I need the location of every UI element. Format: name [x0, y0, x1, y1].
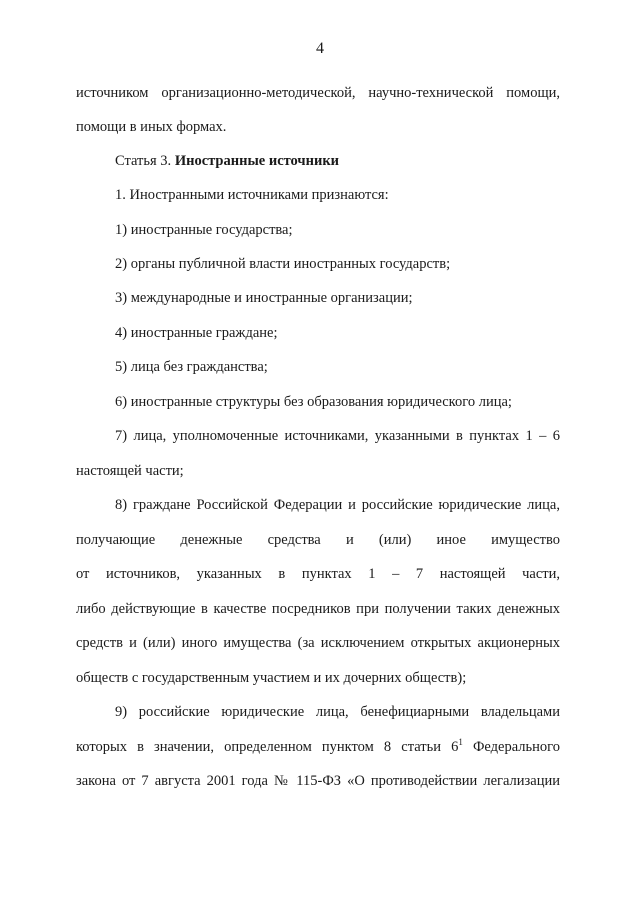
- article-heading: [115, 151, 560, 171]
- paragraph: 1. Иностранными источниками признаются:: [115, 187, 389, 203]
- text-line: [76, 737, 560, 757]
- text-fragment: которых в значении, определенном пунктом 8 статьи 6: [76, 739, 459, 755]
- article-number: Статья 3.: [115, 153, 175, 169]
- text-fragment: Федерального: [462, 739, 561, 755]
- list-item: 3) международные и иностранные организации;: [115, 290, 413, 306]
- text-line: настоящей части;: [76, 463, 184, 479]
- superscript: 1: [458, 737, 463, 747]
- text-line: обществ с государственным участием и их дочерних обществ);: [76, 670, 467, 686]
- text-line: закона от 7 августа 2001 года № 115-ФЗ «О противодействии легализации: [76, 773, 560, 789]
- list-item: 6) иностранные структуры без образования юридического лица;: [115, 394, 512, 410]
- list-item: 7) лица, уполномоченные источниками, указанными в пунктах 1 – 6: [115, 428, 560, 444]
- list-item: 9) российские юридические лица, бенефициарными владельцами: [115, 704, 560, 720]
- text-line: помощи в иных формах.: [76, 119, 227, 135]
- text-line: источником организационно-методической, научно-технической помощи,: [76, 85, 560, 101]
- list-item: 1) иностранные государства;: [115, 222, 293, 238]
- list-item: 2) органы публичной власти иностранных государств;: [115, 256, 451, 272]
- text-line: средств и (или) иного имущества (за исключением открытых акционерных: [76, 635, 560, 651]
- text-line: получающие денежные средства и (или) иное имущество: [76, 532, 560, 548]
- list-item: 8) граждане Российской Федерации и российские юридические лица,: [115, 497, 560, 513]
- list-item: 4) иностранные граждане;: [115, 325, 278, 341]
- page-number: 4: [316, 40, 324, 57]
- list-item: 5) лица без гражданства;: [115, 359, 268, 375]
- text-line: от источников, указанных в пунктах 1 – 7 настоящей части,: [76, 566, 560, 582]
- article-title: Иностранные источники: [174, 153, 340, 169]
- text-line: либо действующие в качестве посредников при получении таких денежных: [76, 601, 560, 617]
